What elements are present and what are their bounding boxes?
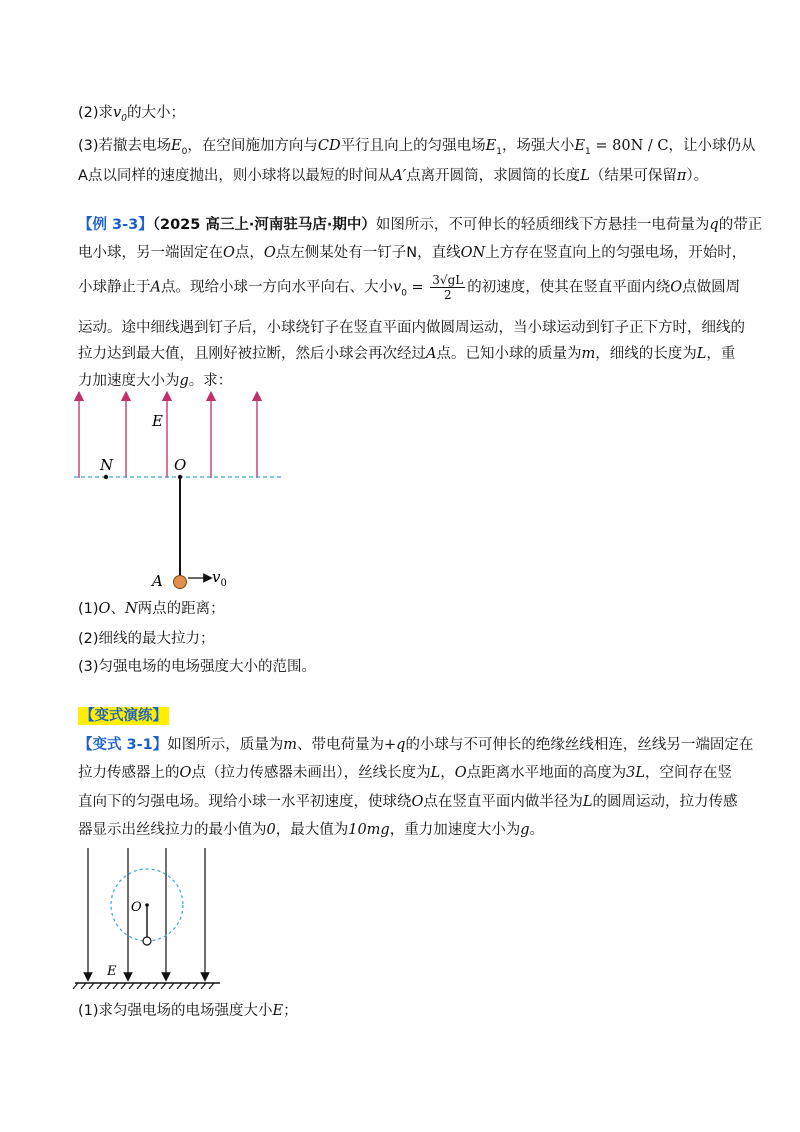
label-E: E	[107, 964, 117, 979]
variant-tag: 【变式 3-1】	[78, 737, 168, 753]
ground-hatching	[73, 983, 214, 989]
example-3-3-line-1: 【例 3-3】（2025 高三上·河南驻马店·期中）如图所示，不可伸长的轻质细线下方悬挂一电荷量为q的带正	[78, 217, 763, 233]
example-3-3-line-4: 运动。途中细线遇到钉子后，小球绕钉子在竖直平面内做圆周运动，当小球运动到钉子正下方时，细线的	[78, 320, 745, 336]
variant-3-1-line-3: 直向下的匀强电场。现给小球一水平初速度，使球绕O点在竖直平面内做半径为L的圆周运动，拉力传感	[78, 794, 738, 810]
example-3-3-line-6: 力加速度大小为g。求：	[78, 373, 233, 389]
nail-point-N	[104, 475, 108, 479]
label-O: O	[131, 900, 142, 915]
variant-3-1-line-4: 器显示出丝线拉力的最小值为0，最大值为10mg，重力加速度大小为g。	[78, 822, 545, 838]
charged-ball	[174, 576, 187, 589]
label-O: O	[174, 456, 187, 474]
example-3-3-line-5: 拉力达到最大值，且刚好被拉断，然后小球会再次经过A点。已知小球的质量为m，细线的长度为L，重	[78, 346, 736, 362]
label-N: N	[100, 456, 114, 474]
variant-3-1-figure	[70, 845, 240, 995]
question-3-line-2: A点以同样的速度抛出，则小球将以最短的时间从A′点离开圆筒，求圆筒的长度L（结果可保留π）。	[78, 168, 709, 184]
example-3-3-sub-2: (2)细线的最大拉力；	[78, 631, 215, 647]
label-A: A	[152, 572, 163, 590]
example-3-3-line-3: 小球静止于A点。现给小球一方向水平向右、大小$v_0$ = $\frac{3√gL}{2}$ 的初速度，使其在竖直平面内绕O点做圆周	[78, 273, 741, 302]
example-3-3-sub-3: (3)匀强电场的电场强度大小的范围。	[78, 659, 317, 675]
variant-3-1-line-2: 拉力传感器上的O点（拉力传感器未画出），丝线长度为L，O点距离水平地面的高度为3L，空间存在竖	[78, 765, 733, 781]
example-tag: 【例 3-3】	[78, 217, 153, 233]
field-label-E: E	[152, 412, 163, 430]
practice-heading: 【变式演练】	[80, 708, 167, 724]
example-3-3-figure	[60, 390, 300, 600]
variant-3-1-line-1: 【变式 3-1】如图所示，质量为m、带电荷量为+q的小球与不可伸长的绝缘丝线相连，丝线另一端固定在	[78, 737, 754, 753]
ball	[143, 937, 151, 945]
example-3-3-sub-1: (1)O、N两点的距离；	[78, 601, 225, 617]
example-3-3-line-2: 电小球，另一端固定在O点，O点左侧某处有一钉子N，直线ON上方存在竖直向上的匀强电场，开始时，	[78, 245, 747, 261]
variant-3-1-sub-1: (1)求匀强电场的电场强度大小E；	[78, 1003, 298, 1019]
question-2: (2)求$v_0$的大小；	[78, 105, 185, 124]
example-source: （2025 高三上·河南驻马店·期中）	[152, 217, 376, 233]
question-3-line-1: (3)若撤去电场$E_0$，在空间施加方向与CD平行且向上的匀强电场$E_1$，场强大小$E_1 = 80N / C$，让小球仍从	[78, 138, 756, 157]
initial-speed-fraction: $\frac{3√gL}{2}$	[432, 273, 464, 302]
label-v0: $v_0$	[212, 568, 227, 589]
